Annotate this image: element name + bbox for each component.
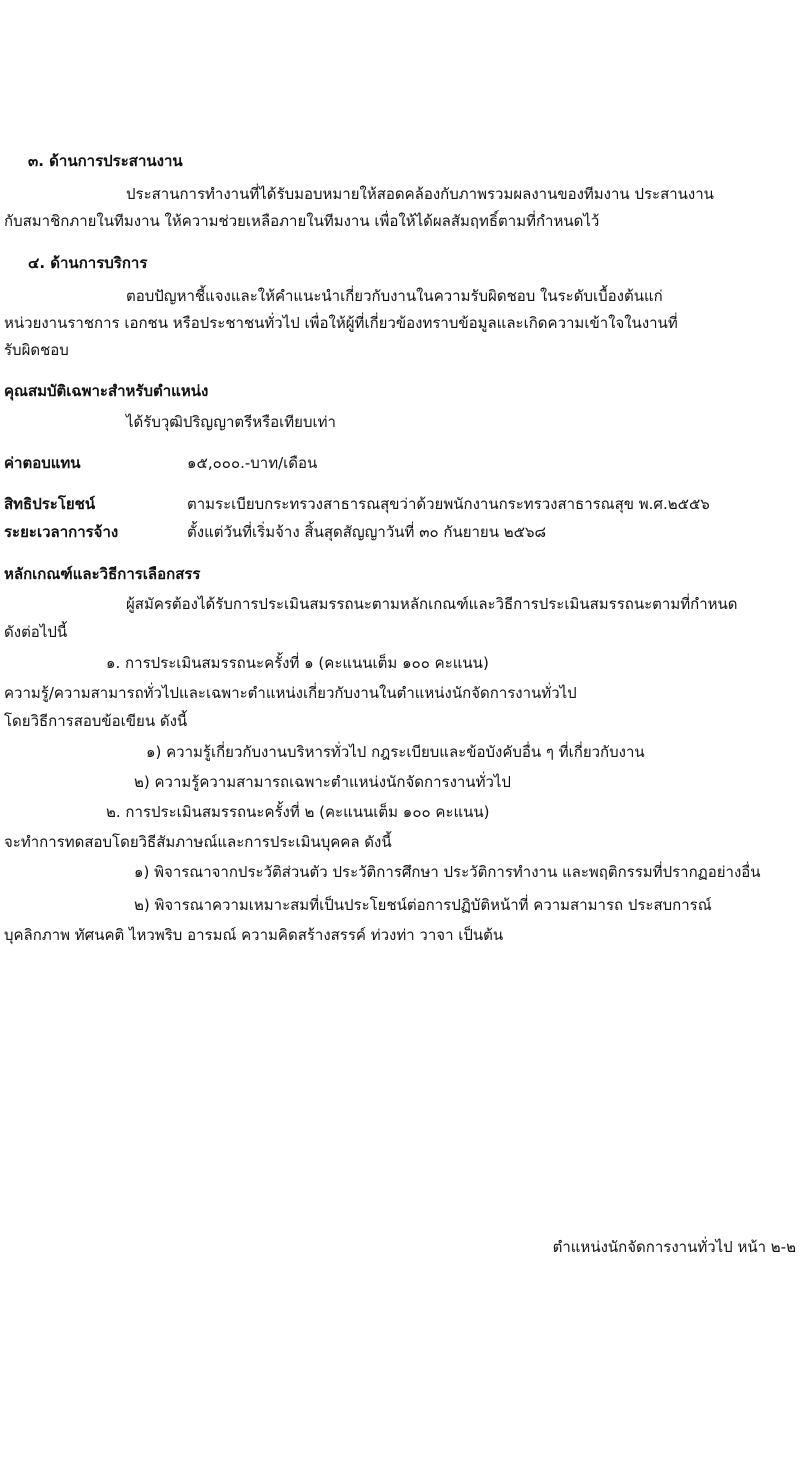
period-label: ระยะเวลาการจ้าง [4, 523, 119, 541]
page-footer: ตำแหน่งนักจัดการงานทั่วไป หน้า ๒-๒ [552, 1238, 796, 1256]
section4-heading: ๔. ด้านการบริการ [28, 254, 148, 272]
round2-item1: ๑) พิจารณาจากประวัติส่วนตัว ประวัติการศึกษา ประวัติการทำงาน และพฤติกรรมที่ปรากฏอย่างอื่น [134, 863, 761, 881]
section4-line3: รับผิดชอบ [4, 341, 69, 359]
benefits-value: ตามระเบียบกระทรวงสาธารณสุขว่าด้วยพนักงานกระทรวงสาธารณสุข พ.ศ.๒๕๕๖ [187, 495, 710, 513]
section3-line1: ประสานการทำงานที่ได้รับมอบหมายให้สอดคล้องกับภาพรวมผลงานของทีมงาน ประสานงาน [126, 185, 714, 203]
section3-line2: กับสมาชิกภายในทีมงาน ให้ความช่วยเหลือภายในทีมงาน เพื่อให้ได้ผลสัมฤทธิ์ตามที่กำหนดไว้ [4, 212, 600, 230]
section4-line2: หน่วยงานราชการ เอกชน หรือประชาชนทั่วไป เพื่อให้ผู้ที่เกี่ยวข้องทราบข้อมูลและเกิดความเข้าใจในงานที่ [4, 314, 678, 332]
round2-item2: ๒) พิจารณาความเหมาะสมที่เป็นประโยชน์ต่อการปฏิบัติหน้าที่ ความสามารถ ประสบการณ์ [134, 896, 712, 914]
selection-heading: หลักเกณฑ์และวิธีการเลือกสรร [4, 565, 201, 583]
round2-item2-continued: บุคลิกภาพ ทัศนคติ ไหวพริบ อารมณ์ ความคิดสร้างสรรค์ ท่วงท่า วาจา เป็นต้น [4, 926, 504, 944]
round2-desc: จะทำการทดสอบโดยวิธีสัมภาษณ์และการประเมินบุคคล ดังนี้ [4, 833, 392, 851]
round1-item1: ๑) ความรู้เกี่ยวกับงานบริหารทั่วไป กฎระเบียบและข้อบังคับอื่น ๆ ที่เกี่ยวกับงาน [146, 743, 645, 761]
round1-desc2: โดยวิธีการสอบข้อเขียน ดังนี้ [4, 712, 188, 730]
selection-intro-line1: ผู้สมัครต้องได้รับการประเมินสมรรถนะตามหลักเกณฑ์และวิธีการประเมินสมรรถนะตามที่กำหนด [126, 595, 738, 613]
qualification-heading: คุณสมบัติเฉพาะสำหรับตำแหน่ง [4, 382, 209, 400]
selection-intro-line2: ดังต่อไปนี้ [4, 623, 68, 641]
period-value: ตั้งแต่วันที่เริ่มจ้าง สิ้นสุดสัญญาวันที่ ๓๐ กันยายน ๒๕๖๘ [187, 523, 547, 541]
round2-title: ๒. การประเมินสมรรถนะครั้งที่ ๒ (คะแนนเต็ม ๑๐๐ คะแนน) [106, 803, 490, 821]
round1-item2: ๒) ความรู้ความสามารถเฉพาะตำแหน่งนักจัดการงานทั่วไป [134, 773, 511, 791]
round1-title: ๑. การประเมินสมรรถนะครั้งที่ ๑ (คะแนนเต็ม ๑๐๐ คะแนน) [106, 654, 489, 672]
round1-desc1: ความรู้/ความสามารถทั่วไปและเฉพาะตำแหน่งเกี่ยวกับงานในตำแหน่งนักจัดการงานทั่วไป [4, 684, 577, 702]
benefits-label: สิทธิประโยชน์ [4, 495, 96, 513]
section3-heading: ๓. ด้านการประสานงาน [28, 152, 183, 170]
section4-line1: ตอบปัญหาชี้แจงและให้คำแนะนำเกี่ยวกับงานในความรับผิดชอบ ในระดับเบื้องต้นแก่ [126, 287, 663, 305]
compensation-label: ค่าตอบแทน [4, 454, 81, 472]
qualification-text: ได้รับวุฒิปริญญาตรีหรือเทียบเท่า [126, 413, 336, 431]
compensation-value: ๑๕,๐๐๐.-บาท/เดือน [187, 454, 318, 472]
